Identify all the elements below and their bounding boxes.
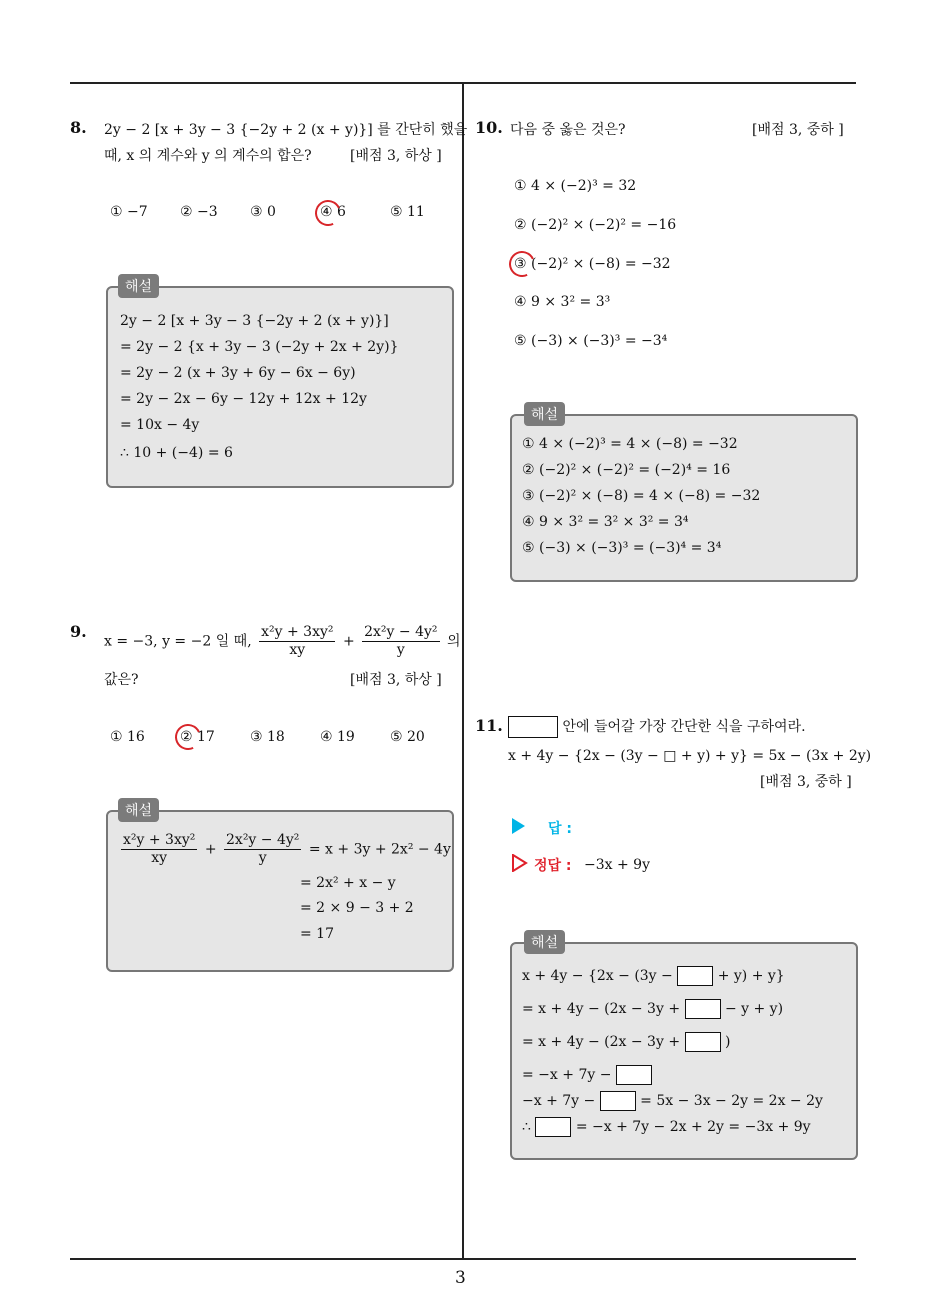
q11-sol-blank-1 (677, 966, 713, 986)
q8-line1: 2y − 2 [x + 3y − 3 {−2y + 2 (x + y)}] 를 간단히 했을 (104, 122, 468, 138)
q10-choice-3[interactable]: ③ (−2)² × (−8) = −32 (514, 256, 671, 272)
q9-f1-num: x²y + 3xy² (261, 624, 334, 640)
q11-sol-blank-5 (600, 1091, 636, 1111)
q9-selected-circle-mark (171, 720, 204, 753)
q11-sol-5b: = 5x − 3x − 2y = 2x − 2y (640, 1093, 823, 1109)
q9-f1-den: xy (289, 642, 306, 658)
q11-sol-line-4 (522, 1065, 652, 1085)
q9-line1 (104, 624, 461, 659)
q9-sol-plus: + (204, 841, 217, 858)
q9-sol-f1-num: x²y + 3xy² (123, 832, 196, 848)
q11-solution-tag: 해설 (524, 930, 565, 954)
q9-sol-f2-num: 2x²y − 4y² (226, 832, 300, 848)
q9-fraction-1 (259, 624, 335, 659)
q11-sol-2a: = x + 4y − (2x − 3y + (522, 1001, 681, 1017)
q11-sol-3a: = x + 4y − (2x − 3y + (522, 1034, 681, 1050)
q11-sol-6b: = −x + 7y − 2x + 2y = −3x + 9y (575, 1119, 811, 1135)
q10-sol-line-5: ⑤ (−3) × (−3)³ = (−3)⁴ = 3⁴ (522, 540, 722, 556)
q11-sol-5a: −x + 7y − (522, 1093, 596, 1109)
q11-sol-blank-4 (616, 1065, 652, 1085)
q9-sol-line-2: = 2x² + x − y (300, 875, 396, 891)
q9-fraction-2 (362, 624, 439, 659)
q11-sol-6a: ∴ (522, 1119, 531, 1135)
q10-choice-1[interactable]: ① 4 × (−2)³ = 32 (514, 178, 637, 194)
q11-question-line (508, 716, 806, 738)
q11-sol-2b: − y + y) (724, 1001, 784, 1017)
q10-sol-line-2: ② (−2)² × (−2)² = (−2)⁴ = 16 (522, 462, 731, 478)
q11-sol-line-3 (522, 1032, 730, 1052)
q10-choice-5[interactable]: ⑤ (−3) × (−3)³ = −3⁴ (514, 333, 668, 349)
q11-sol-3b: ) (724, 1034, 731, 1050)
q9-line2: 값은? (104, 672, 139, 688)
q8-choice-1[interactable]: ① −7 (110, 204, 148, 220)
q11-sol-blank-2 (685, 999, 721, 1019)
correct-arrow-svg (512, 854, 528, 872)
q11-score: [배점 3, 중하 ] (760, 774, 852, 790)
q11-sol-line-1 (522, 966, 785, 986)
q8-sol-line-1: 2y − 2 [x + 3y − 3 {−2y + 2 (x + y)}] (120, 313, 389, 329)
q10-sol-line-3: ③ (−2)² × (−8) = 4 × (−8) = −32 (522, 488, 761, 504)
q10-selected-circle-mark (505, 247, 538, 280)
page-number: 3 (455, 1268, 466, 1288)
q11-correct-value: −3x + 9y (584, 857, 650, 873)
q9-plus: + (342, 633, 355, 650)
q8-solution-tag: 해설 (118, 274, 159, 298)
q11-equation: x + 4y − {2x − (3y − □ + y) + y} = 5x − (3x + 2y) (508, 748, 872, 764)
q9-f2-den: y (396, 642, 405, 658)
q9-f2-num: 2x²y − 4y² (364, 624, 438, 640)
q11-answer-label: 답 : (548, 821, 572, 837)
q9-sol-line-3: = 2 × 9 − 3 + 2 (300, 900, 414, 916)
q8-selected-circle-mark (311, 196, 344, 229)
q9-sol-line-1 (118, 832, 451, 867)
q8-sol-line-3: = 2y − 2 (x + 3y + 6y − 6x − 6y) (120, 365, 356, 381)
column-divider (462, 82, 464, 1260)
q9-sol-fraction-1 (121, 832, 197, 867)
q11-blank-box (508, 716, 558, 738)
q10-solution-tag: 해설 (524, 402, 565, 426)
q9-solution-tag: 해설 (118, 798, 159, 822)
q9-score: [배점 3, 하상 ] (350, 672, 442, 688)
q8-choice-3[interactable]: ③ 0 (250, 204, 276, 220)
q9-choice-2[interactable]: ② 17 (180, 729, 215, 745)
q9-number: 9. (70, 622, 87, 641)
q9-choice-1[interactable]: ① 16 (110, 729, 145, 745)
q11-question: 안에 들어갈 가장 간단한 식을 구하여라. (562, 719, 806, 735)
q9-sol-fraction-2 (224, 832, 301, 867)
q8-line2: 때, x 의 계수와 y 의 계수의 합은? (104, 148, 312, 164)
q11-sol-line-2 (522, 999, 783, 1019)
q11-sol-blank-6 (535, 1117, 571, 1137)
q9-choice-3[interactable]: ③ 18 (250, 729, 285, 745)
q8-sol-line-5: = 10x − 4y (120, 417, 200, 433)
q9-sol-f2-den: y (258, 850, 267, 866)
q10-question: 다음 중 옳은 것은? (510, 122, 626, 138)
q8-sol-line-2: = 2y − 2 {x + 3y − 3 (−2y + 2x + 2y)} (120, 339, 399, 355)
q10-sol-line-1: ① 4 × (−2)³ = 4 × (−8) = −32 (522, 436, 738, 452)
q11-sol-blank-3 (685, 1032, 721, 1052)
q10-number: 10. (475, 118, 503, 137)
q8-score: [배점 3, 하상 ] (350, 148, 442, 164)
q9-line1-end: 의 (446, 633, 461, 650)
answer-arrow-icon (512, 818, 525, 834)
q9-choice-4[interactable]: ④ 19 (320, 729, 355, 745)
q8-choice-5[interactable]: ⑤ 11 (390, 204, 425, 220)
q9-sol-line-4: = 17 (300, 926, 334, 942)
q9-sol-first: = x + 3y + 2x² − 4y (308, 841, 451, 858)
q8-sol-line-4: = 2y − 2x − 6y − 12y + 12x + 12y (120, 391, 367, 407)
correct-arrow-icon (512, 854, 528, 876)
q10-choice-2[interactable]: ② (−2)² × (−2)² = −16 (514, 217, 677, 233)
q11-sol-1b: + y) + y} (717, 968, 785, 984)
q8-sol-line-6: ∴ 10 + (−4) = 6 (120, 445, 233, 461)
q9-condition: x = −3, y = −2 일 때, (104, 633, 252, 650)
q9-sol-f1-den: xy (151, 850, 168, 866)
q8-number: 8. (70, 118, 87, 137)
q11-sol-line-5 (522, 1091, 823, 1111)
q10-choice-4[interactable]: ④ 9 × 3² = 3³ (514, 294, 611, 310)
q11-sol-1a: x + 4y − {2x − (3y − (522, 968, 673, 984)
q11-number: 11. (475, 716, 503, 735)
bottom-rule (70, 1258, 856, 1260)
q11-sol-4a: = −x + 7y − (522, 1067, 612, 1083)
q9-choice-5[interactable]: ⑤ 20 (390, 729, 425, 745)
q11-sol-line-6 (522, 1117, 811, 1137)
q11-correct-label: 정답 : (534, 858, 572, 874)
q8-choice-2[interactable]: ② −3 (180, 204, 218, 220)
q10-sol-line-4: ④ 9 × 3² = 3² × 3² = 3⁴ (522, 514, 689, 530)
q8-choice-4[interactable]: ④ 6 (320, 204, 346, 220)
q10-score: [배점 3, 중하 ] (752, 122, 844, 138)
